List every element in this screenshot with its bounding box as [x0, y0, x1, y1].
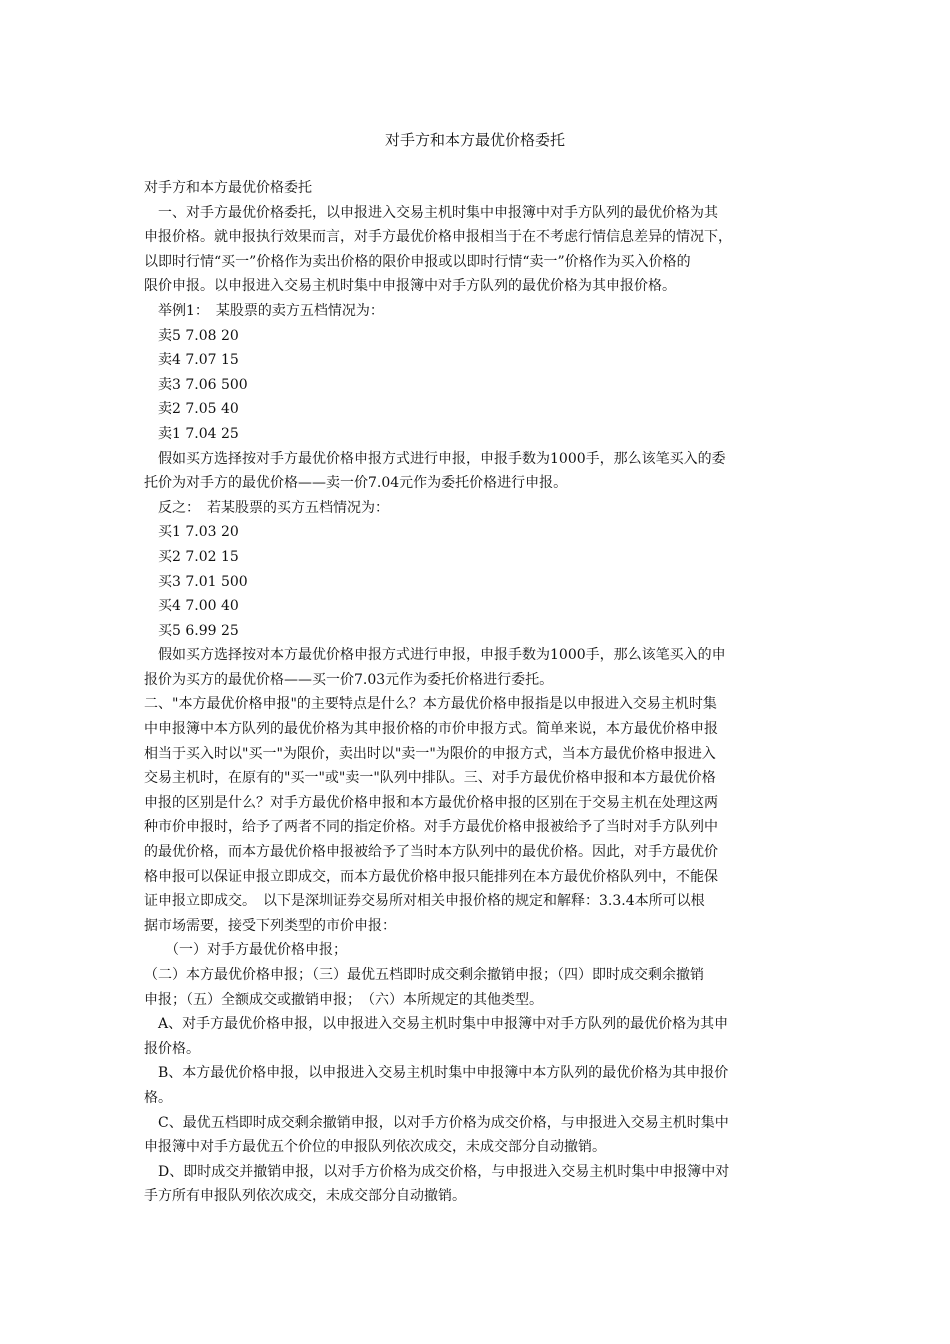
text-line: 报价格。 — [144, 1040, 200, 1057]
text-line: 假如买方选择按对本方最优价格申报方式进行申报，申报手数为1000手，那么该笔买入的申 — [144, 647, 726, 664]
document-title: 对手方和本方最优价格委托 — [384, 131, 565, 149]
text-line: 卖2 7.05 40 — [144, 401, 239, 418]
text-line: 托价为对手方的最优价格——卖一价7.04元作为委托价格进行申报。 — [144, 475, 568, 492]
text-line: （一）对手方最优价格申报； — [144, 942, 347, 959]
text-line: （二）本方最优价格申报；（三）最优五档即时成交剩余撤销申报；（四）即时成交剩余撤销 — [144, 967, 704, 983]
text-line: 中申报簿中本方队列的最优价格为其申报价格的市价申报方式。简单来说，本方最优价格申报 — [144, 721, 718, 738]
text-line: 据市场需要，接受下列类型的市价申报： — [144, 917, 396, 934]
text-line: 一、对手方最优价格委托，以申报进入交易主机时集中申报簿中对手方队列的最优价格为其 — [144, 204, 718, 221]
document-body — [144, 176, 816, 1209]
text-line: B、本方最优价格申报，以申报进入交易主机时集中申报簿中本方队列的最优价格为其申报价 — [144, 1065, 729, 1082]
text-line: 买4 7.00 40 — [144, 598, 239, 615]
text-line: 买1 7.03 20 — [144, 524, 239, 541]
text-line: C、最优五档即时成交剩余撤销申报，以对手方价格为成交价格，与申报进入交易主机时集中 — [144, 1114, 729, 1131]
text-line: 卖5 7.08 20 — [144, 327, 239, 344]
text-line: 买5 6.99 25 — [144, 622, 239, 639]
text-line: 假如买方选择按对手方最优价格申报方式进行申报，申报手数为1000手，那么该笔买入的委 — [144, 450, 726, 467]
text-line: 申报；（五）全额成交或撤销申报； （六）本所规定的其他类型。 — [144, 991, 543, 1008]
text-line: 对手方和本方最优价格委托 — [144, 180, 312, 196]
text-line: 报价为买方的最优价格——买一价7.03元作为委托价格进行委托。 — [144, 671, 554, 688]
text-line: 卖3 7.06 500 — [144, 376, 248, 393]
text-line: 交易主机时，在原有的"买一"或"卖一"队列中排队。三、对手方最优价格申报和本方最优价格 — [144, 770, 716, 787]
text-line: 证申报立即成交。 以下是深圳证券交易所对相关申报价格的规定和解释：3.3.4本所可以根 — [144, 893, 705, 910]
text-line: 二、"本方最优价格申报"的主要特点是什么？本方最优价格申报指是以申报进入交易主机时集 — [144, 696, 717, 713]
text-line: 的最优价格，而本方最优价格申报被给予了当时本方队列中的最优价格。因此，对手方最优价 — [144, 844, 718, 861]
text-line: 举例1： 某股票的卖方五档情况为： — [144, 302, 384, 319]
text-line: 申报价格。就申报执行效果而言，对手方最优价格申报相当于在不考虑行情信息差异的情况下， — [144, 229, 732, 246]
text-line: 买2 7.02 15 — [144, 548, 239, 565]
text-line: 卖1 7.04 25 — [144, 425, 239, 442]
text-line: 格申报可以保证申报立即成交，而本方最优价格申报只能排列在本方最优价格队列中，不能保 — [144, 868, 718, 885]
text-line: 格。 — [144, 1089, 172, 1106]
text-line: 申报簿中对手方最优五个价位的申报队列依次成交，未成交部分自动撤销。 — [144, 1139, 606, 1156]
text-line: 手方所有申报队列依次成交，未成交部分自动撤销。 — [144, 1188, 466, 1205]
text-line: 限价申报。以申报进入交易主机时集中申报簿中对手方队列的最优价格为其申报价格。 — [144, 278, 676, 295]
text-line: A、对手方最优价格申报，以申报进入交易主机时集中申报簿中对手方队列的最优价格为其申 — [144, 1016, 729, 1033]
text-line: 买3 7.01 500 — [144, 573, 248, 590]
text-line: 卖4 7.07 15 — [144, 352, 239, 369]
text-line: 相当于买入时以"买一"为限价，卖出时以"卖一"为限价的申报方式，当本方最优价格申报进入 — [144, 745, 716, 762]
text-line: 种市价申报时，给予了两者不同的指定价格。对手方最优价格申报被给予了当时对手方队列中 — [144, 819, 718, 836]
text-line: D、即时成交并撤销申报，以对手方价格为成交价格，与申报进入交易主机时集中申报簿中对 — [144, 1163, 730, 1180]
text-line: 申报的区别是什么？对手方最优价格申报和本方最优价格申报的区别在于交易主机在处理这两 — [144, 794, 718, 811]
text-line: 反之： 若某股票的买方五档情况为： — [144, 499, 389, 516]
text-line: 以即时行情“买一”价格作为卖出价格的限价申报或以即时行情“卖一”价格作为买入价格的 — [144, 253, 691, 270]
